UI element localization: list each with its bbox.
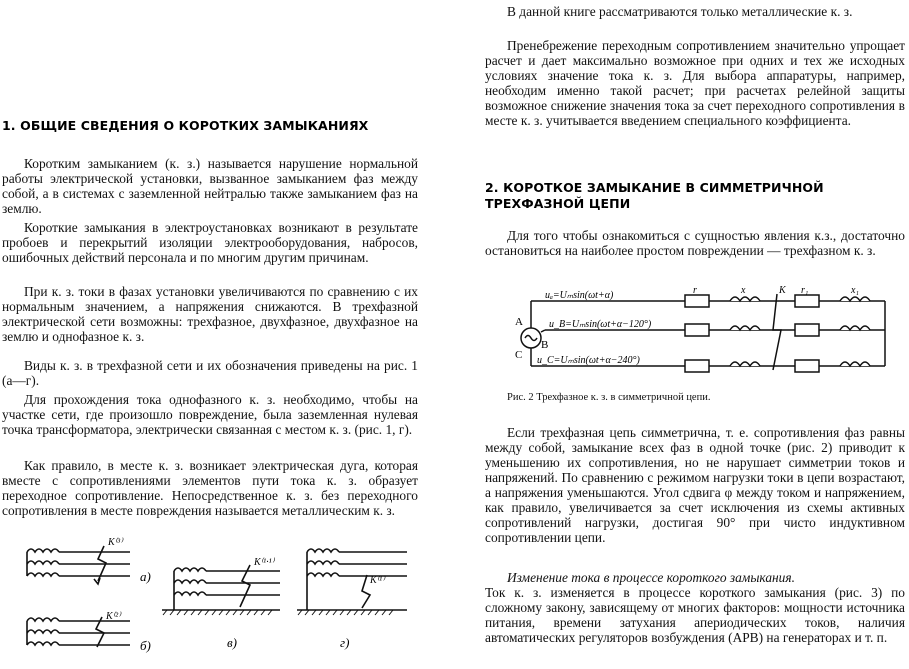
paragraph: В данной книге рассматриваются только металлические к. з. bbox=[507, 4, 853, 19]
figure-2-caption: Рис. 2 Трехфазное к. з. в симметричной цепи. bbox=[507, 392, 711, 403]
fig2-label-k: K bbox=[779, 285, 786, 296]
figure-1-short-circuit-types bbox=[22, 535, 417, 669]
fig1-label-v: в) bbox=[227, 635, 237, 650]
fig1g-fault-arrow bbox=[362, 575, 370, 608]
fig1a-coils bbox=[27, 549, 59, 576]
paragraph: Пренебрежение переходным сопротивлением значительно упрощает расчет и дает максимально возможное при одних и тех же исходных условиях значение тока к. з. Для выбора аппаратуры, например, необходим именно такой расчет; при расчетах релейной защиты возможное снижение значения тока за счет переходного сопротивления в месте к. з. учитывается введением специального коэффициента. bbox=[485, 38, 905, 128]
fig2-label-r1: r₁ bbox=[801, 285, 809, 296]
figure-2-three-phase-circuit bbox=[515, 284, 895, 384]
paragraph-current-change bbox=[485, 570, 905, 645]
right-column bbox=[485, 0, 905, 669]
fig2-label-x1: x₁ bbox=[851, 285, 859, 296]
paragraph: Ток к. з. изменяется в процессе короткого замыкания (рис. 3) по сложному закону, зависящему от многих факторов: мощности источника питания, времени затухания апериодических токов, наличия автоматических регуляторов возбуждения (АРВ) на генераторах и т. п. bbox=[485, 585, 905, 645]
italic-subheading: Изменение тока в процессе короткого замыкания. bbox=[507, 570, 795, 585]
fig1-label-k2: K⁽²⁾ bbox=[106, 611, 121, 622]
left-column bbox=[2, 0, 418, 669]
fig2-label-c: C bbox=[515, 349, 523, 361]
fig1-label-k1: K⁽¹⁾ bbox=[370, 575, 385, 586]
fig1b-coils bbox=[27, 618, 59, 645]
fig1v-coils bbox=[174, 568, 206, 610]
section-1-heading: 1. ОБЩИЕ СВЕДЕНИЯ О КОРОТКИХ ЗАМЫКАНИЯХ bbox=[2, 118, 369, 133]
fig1-label-k11: K⁽¹·¹⁾ bbox=[254, 557, 275, 568]
fig1-label-g: г) bbox=[340, 635, 350, 650]
fig1-label-k3: K⁽³⁾ bbox=[108, 537, 123, 548]
paragraph: Если трехфазная цепь симметрична, т. е. сопротивления фаз равны между собой, замыкание всех фаз в одной точке (рис. 2) приводит к уменьшению их сопротивления, но не нарушает симметрии токов и напряжений. По сравнению с режимом нагрузки токи в цепи возрастают, а напряжения уменьшаются. Угол сдвига φ между током и напряжением, как правило, увеличивается за счет исключения из схемы активных сопротивлений нагрузки, достигая 90° при чисто индуктивном сопротивлении цепи. bbox=[485, 425, 905, 545]
paragraph: Коротким замыканием (к. з.) называется нарушение нормальной работы электрической установки, вызванное замыканием фаз между собой, а в системах с заземленной нейтралью также замыканием фаз на землю. bbox=[2, 156, 418, 216]
paragraph: Как правило, в месте к. з. возникает электрическая дуга, которая вместе с сопротивлениями элементов пути тока к. з. образует переходное сопротивление. Непосредственное к. з. без переходного сопротивления в месте повреждения называется металлическим к. з. bbox=[2, 458, 418, 518]
fig2-label-ub: u_B=Uₘsin(ωt+α−120°) bbox=[549, 319, 652, 330]
fig1a-arrow-head bbox=[94, 578, 100, 584]
paragraph: Виды к. з. в трехфазной сети и их обозначения приведены на рис. 1 (а—г). bbox=[2, 358, 418, 388]
fig2-label-b: B bbox=[541, 339, 549, 351]
fig1g-coils bbox=[307, 549, 339, 610]
paragraph: Короткие замыкания в электроустановках возникают в результате пробоев и перекрытий изоляции электрооборудования, набросов, ошибочных действий персонала и по многим другим причинам. bbox=[2, 220, 418, 265]
section-2-heading: 2. КОРОТКОЕ ЗАМЫКАНИЕ В СИММЕТРИЧНОЙ ТРЕХФАЗНОЙ ЦЕПИ bbox=[485, 180, 824, 211]
fig1-label-a: а) bbox=[140, 569, 151, 584]
paragraph: Для прохождения тока однофазного к. з. необходимо, чтобы на участке сети, где произошло повреждение, была заземленная нулевая точка трансформатора, электрически связанная с местом к. з. (рис. 1, г). bbox=[2, 392, 418, 437]
fig2-label-a: A bbox=[515, 316, 523, 328]
fig2-label-r: r bbox=[693, 285, 697, 296]
fault-k-line bbox=[773, 294, 781, 370]
fig2-label-x: x bbox=[741, 285, 746, 296]
fig2-label-uc: u_C=Uₘsin(ωt+α−240°) bbox=[537, 355, 640, 366]
fig1-label-b: б) bbox=[140, 638, 151, 653]
paragraph: При к. з. токи в фазах установки увеличиваются по сравнению с их нормальным значением, а напряжения снижаются. В трехфазной электрической сети возможны: трехфазное, двухфазное, двухфазное на землю и однофазное к. з. bbox=[2, 284, 418, 344]
fig2-label-ua: uₐ=Uₘsin(ωt+α) bbox=[545, 290, 614, 301]
paragraph: Для того чтобы ознакомиться с сущностью явления к.з., достаточно остановиться на наиболее простом повреждении — трехфазном к. з. bbox=[485, 228, 905, 258]
